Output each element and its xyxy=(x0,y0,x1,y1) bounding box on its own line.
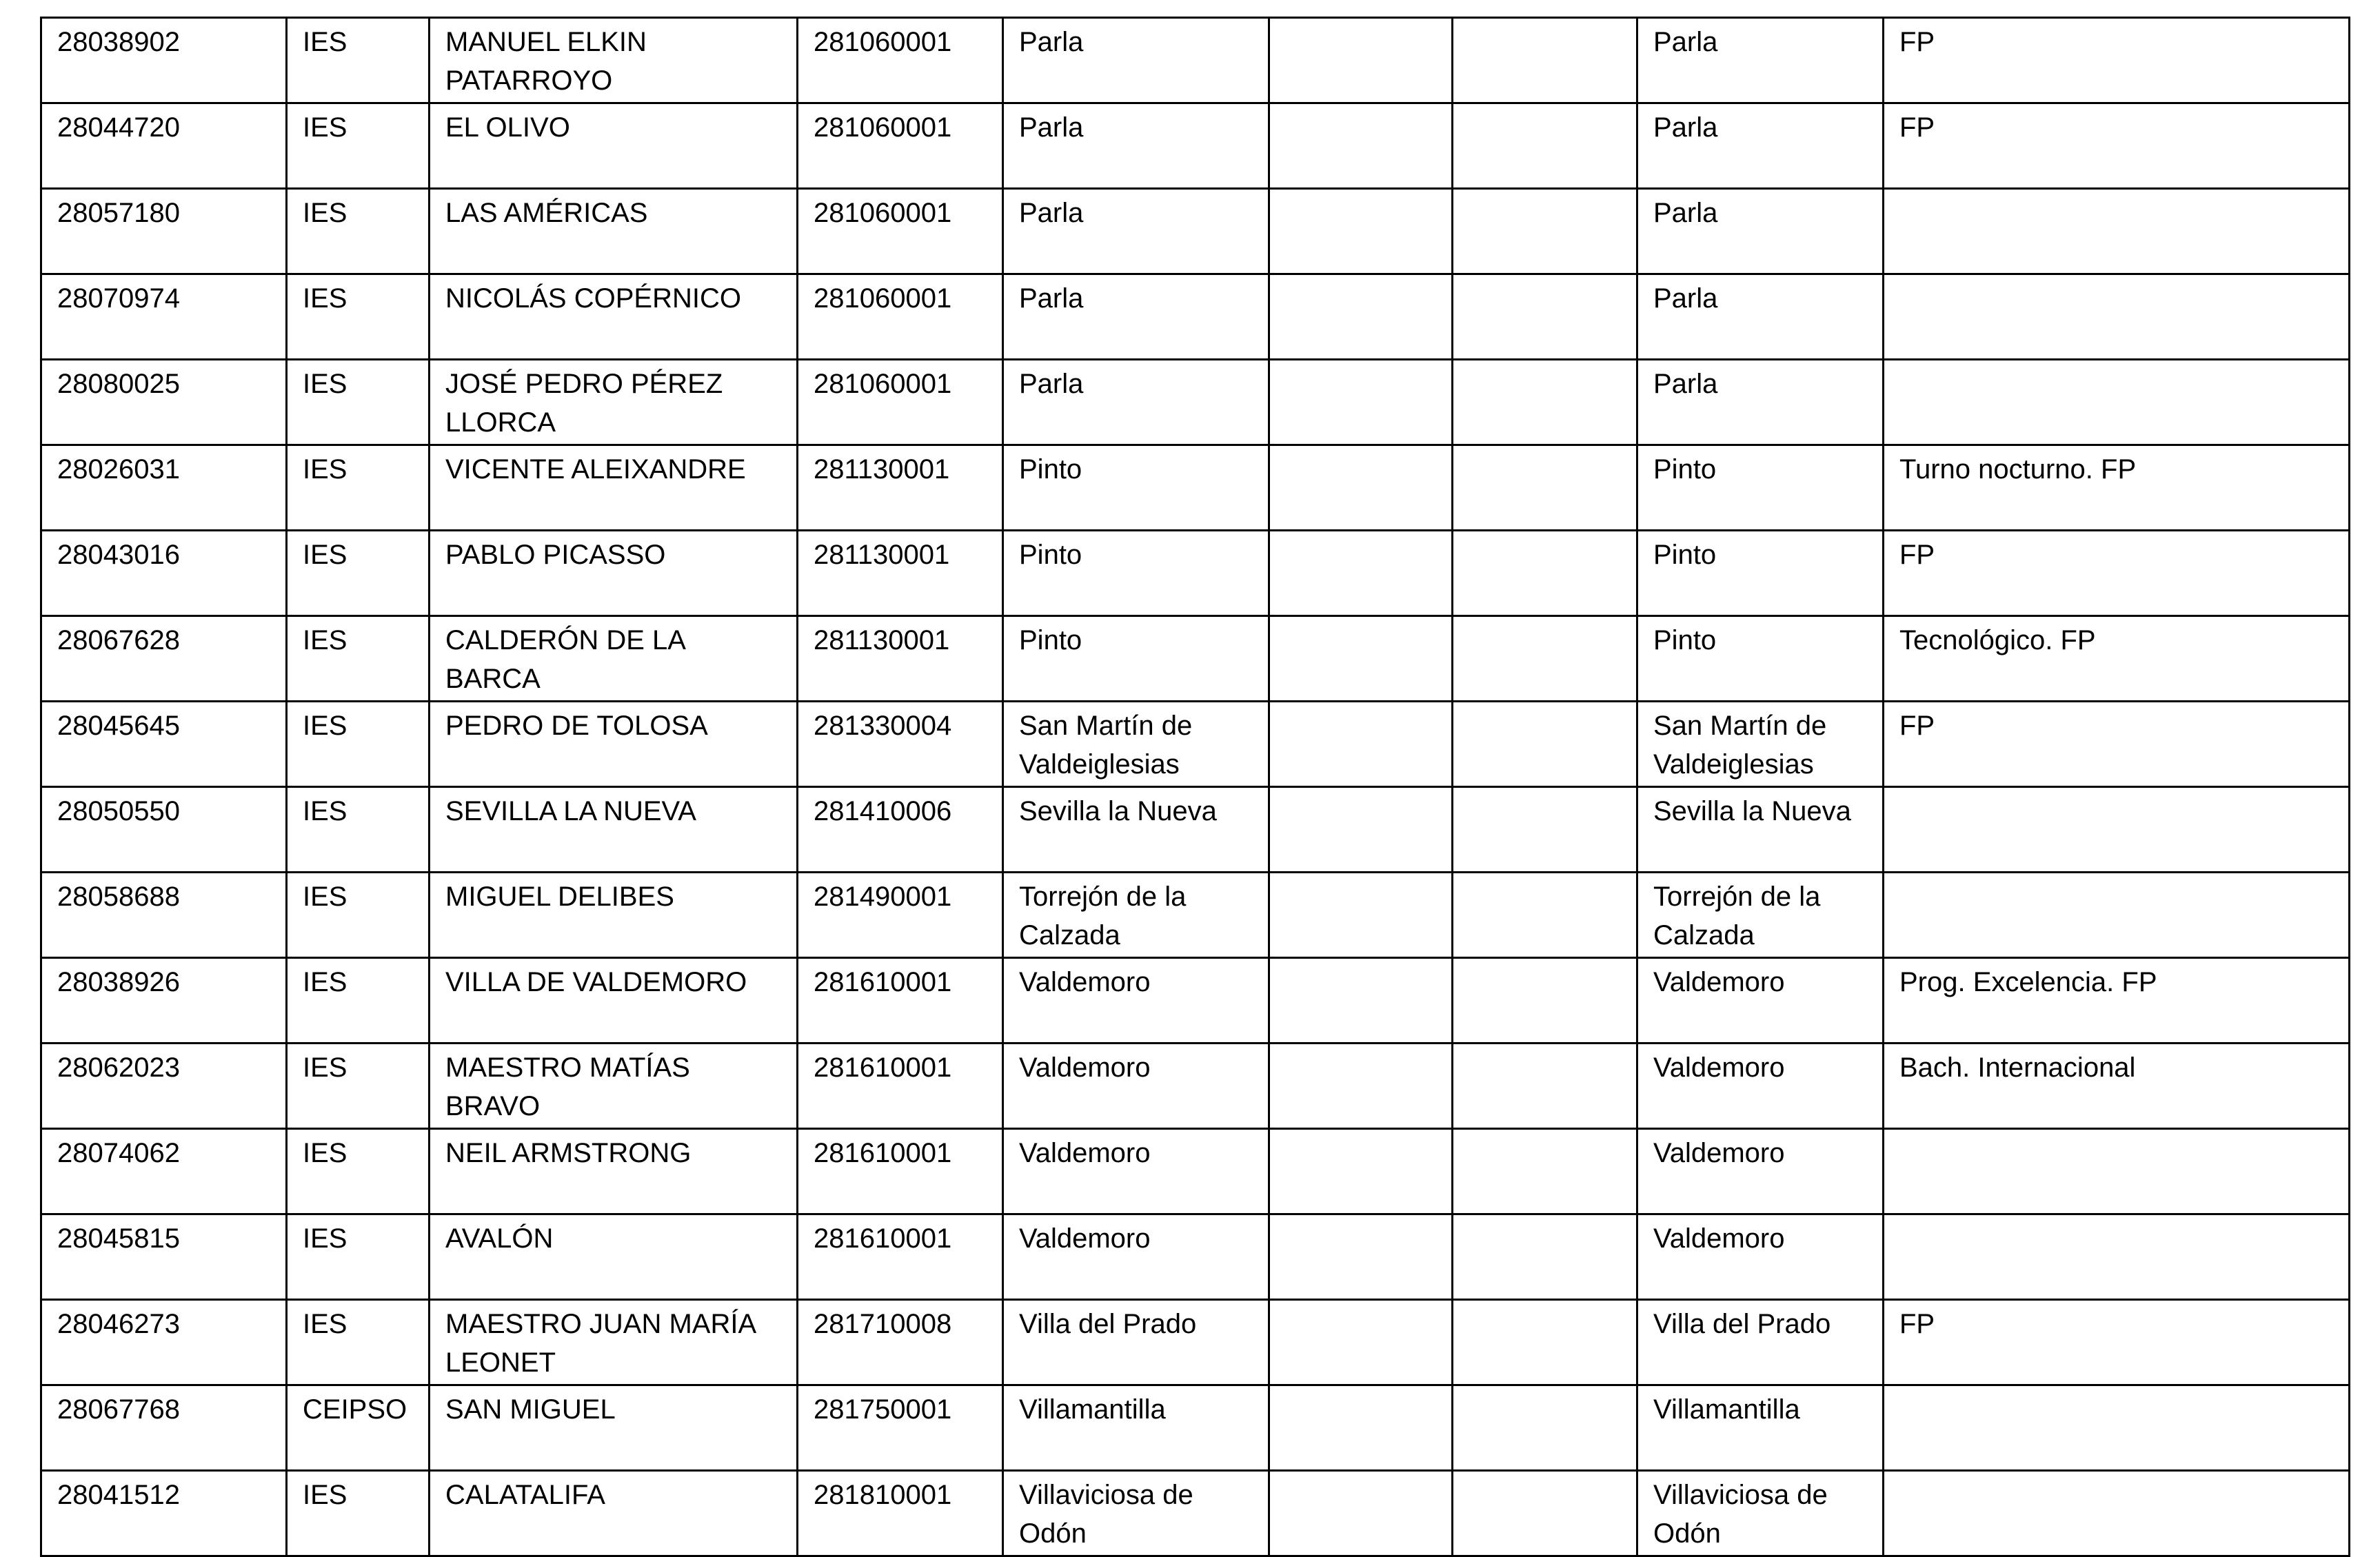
center-name-cell: SEVILLA LA NUEVA xyxy=(430,787,798,873)
empty-cell xyxy=(1453,360,1637,445)
locality-cell: Pinto xyxy=(1003,616,1269,702)
locality-cell: Valdemoro xyxy=(1003,958,1269,1044)
notes-cell xyxy=(1884,787,2350,873)
notes-cell xyxy=(1884,1214,2350,1300)
center-code-cell: 28044720 xyxy=(41,103,287,189)
notes-cell xyxy=(1884,189,2350,274)
municipality-cell: Valdemoro xyxy=(1637,1044,1884,1129)
locality-code-cell: 281330004 xyxy=(798,702,1003,787)
locality-cell: Parla xyxy=(1003,189,1269,274)
empty-cell xyxy=(1269,702,1453,787)
municipality-cell: San Martín de Valdeiglesias xyxy=(1637,702,1884,787)
center-code-cell: 28067768 xyxy=(41,1385,287,1471)
empty-cell xyxy=(1269,1129,1453,1214)
empty-cell xyxy=(1453,1214,1637,1300)
empty-cell xyxy=(1453,1044,1637,1129)
empty-cell xyxy=(1269,1300,1453,1385)
locality-code-cell: 281410006 xyxy=(798,787,1003,873)
locality-code-cell: 281610001 xyxy=(798,1044,1003,1129)
locality-cell: Villaviciosa de Odón xyxy=(1003,1471,1269,1556)
center-type-cell: IES xyxy=(287,1214,430,1300)
locality-code-cell: 281610001 xyxy=(798,958,1003,1044)
center-code-cell: 28074062 xyxy=(41,1129,287,1214)
locality-cell: Valdemoro xyxy=(1003,1044,1269,1129)
notes-cell: FP xyxy=(1884,1300,2350,1385)
locality-code-cell: 281490001 xyxy=(798,873,1003,958)
locality-cell: Parla xyxy=(1003,274,1269,360)
municipality-cell: Parla xyxy=(1637,103,1884,189)
locality-code-cell: 281130001 xyxy=(798,616,1003,702)
center-type-cell: IES xyxy=(287,103,430,189)
empty-cell xyxy=(1269,1471,1453,1556)
empty-cell xyxy=(1269,1044,1453,1129)
center-name-cell: CALATALIFA xyxy=(430,1471,798,1556)
notes-cell xyxy=(1884,873,2350,958)
locality-code-cell: 281060001 xyxy=(798,274,1003,360)
notes-cell xyxy=(1884,1385,2350,1471)
locality-code-cell: 281060001 xyxy=(798,18,1003,103)
notes-cell xyxy=(1884,360,2350,445)
center-name-cell: MANUEL ELKIN PATARROYO xyxy=(430,18,798,103)
notes-cell xyxy=(1884,1129,2350,1214)
municipality-cell: Villa del Prado xyxy=(1637,1300,1884,1385)
center-type-cell: IES xyxy=(287,531,430,616)
center-code-cell: 28057180 xyxy=(41,189,287,274)
empty-cell xyxy=(1269,445,1453,531)
center-name-cell: CALDERÓN DE LA BARCA xyxy=(430,616,798,702)
table-row xyxy=(41,1385,2350,1471)
center-name-cell: VICENTE ALEIXANDRE xyxy=(430,445,798,531)
center-code-cell: 28080025 xyxy=(41,360,287,445)
center-name-cell: PEDRO DE TOLOSA xyxy=(430,702,798,787)
center-type-cell: IES xyxy=(287,360,430,445)
table-row xyxy=(41,445,2350,531)
notes-cell: FP xyxy=(1884,18,2350,103)
table-row xyxy=(41,1300,2350,1385)
empty-cell xyxy=(1453,873,1637,958)
center-code-cell: 28038926 xyxy=(41,958,287,1044)
locality-code-cell: 281060001 xyxy=(798,360,1003,445)
empty-cell xyxy=(1453,958,1637,1044)
center-type-cell: IES xyxy=(287,702,430,787)
center-code-cell: 28062023 xyxy=(41,1044,287,1129)
center-type-cell: IES xyxy=(287,445,430,531)
municipality-cell: Parla xyxy=(1637,18,1884,103)
empty-cell xyxy=(1269,958,1453,1044)
table-row xyxy=(41,1044,2350,1129)
center-type-cell: IES xyxy=(287,274,430,360)
municipality-cell: Valdemoro xyxy=(1637,958,1884,1044)
municipality-cell: Valdemoro xyxy=(1637,1129,1884,1214)
table-row xyxy=(41,274,2350,360)
empty-cell xyxy=(1269,189,1453,274)
schools-table xyxy=(40,17,2350,1557)
center-type-cell: IES xyxy=(287,1129,430,1214)
notes-cell: Bach. Internacional xyxy=(1884,1044,2350,1129)
notes-cell: Turno nocturno. FP xyxy=(1884,445,2350,531)
center-code-cell: 28046273 xyxy=(41,1300,287,1385)
center-name-cell: MIGUEL DELIBES xyxy=(430,873,798,958)
table-row xyxy=(41,958,2350,1044)
locality-code-cell: 281710008 xyxy=(798,1300,1003,1385)
empty-cell xyxy=(1269,360,1453,445)
center-type-cell: IES xyxy=(287,616,430,702)
center-name-cell: EL OLIVO xyxy=(430,103,798,189)
empty-cell xyxy=(1453,1471,1637,1556)
locality-code-cell: 281060001 xyxy=(798,189,1003,274)
center-name-cell: MAESTRO MATÍAS BRAVO xyxy=(430,1044,798,1129)
municipality-cell: Pinto xyxy=(1637,616,1884,702)
empty-cell xyxy=(1269,1214,1453,1300)
table-row xyxy=(41,360,2350,445)
center-name-cell: PABLO PICASSO xyxy=(430,531,798,616)
notes-cell: FP xyxy=(1884,103,2350,189)
locality-cell: San Martín de Valdeiglesias xyxy=(1003,702,1269,787)
table-row xyxy=(41,1214,2350,1300)
notes-cell: Prog. Excelencia. FP xyxy=(1884,958,2350,1044)
locality-cell: Parla xyxy=(1003,18,1269,103)
municipality-cell: Torrejón de la Calzada xyxy=(1637,873,1884,958)
locality-cell: Valdemoro xyxy=(1003,1214,1269,1300)
municipality-cell: Parla xyxy=(1637,360,1884,445)
center-code-cell: 28043016 xyxy=(41,531,287,616)
empty-cell xyxy=(1269,103,1453,189)
locality-cell: Sevilla la Nueva xyxy=(1003,787,1269,873)
empty-cell xyxy=(1453,103,1637,189)
locality-cell: Pinto xyxy=(1003,531,1269,616)
center-name-cell: MAESTRO JUAN MARÍA LEONET xyxy=(430,1300,798,1385)
center-code-cell: 28041512 xyxy=(41,1471,287,1556)
center-name-cell: NICOLÁS COPÉRNICO xyxy=(430,274,798,360)
locality-cell: Valdemoro xyxy=(1003,1129,1269,1214)
center-name-cell: VILLA DE VALDEMORO xyxy=(430,958,798,1044)
locality-code-cell: 281130001 xyxy=(798,445,1003,531)
locality-code-cell: 281810001 xyxy=(798,1471,1003,1556)
empty-cell xyxy=(1453,702,1637,787)
center-code-cell: 28067628 xyxy=(41,616,287,702)
municipality-cell: Villamantilla xyxy=(1637,1385,1884,1471)
municipality-cell: Pinto xyxy=(1637,531,1884,616)
empty-cell xyxy=(1269,531,1453,616)
center-code-cell: 28038902 xyxy=(41,18,287,103)
empty-cell xyxy=(1453,18,1637,103)
empty-cell xyxy=(1453,1129,1637,1214)
center-code-cell: 28070974 xyxy=(41,274,287,360)
locality-code-cell: 281610001 xyxy=(798,1129,1003,1214)
locality-cell: Villa del Prado xyxy=(1003,1300,1269,1385)
center-code-cell: 28058688 xyxy=(41,873,287,958)
locality-cell: Torrejón de la Calzada xyxy=(1003,873,1269,958)
center-name-cell: AVALÓN xyxy=(430,1214,798,1300)
empty-cell xyxy=(1453,531,1637,616)
empty-cell xyxy=(1269,274,1453,360)
empty-cell xyxy=(1453,189,1637,274)
locality-code-cell: 281610001 xyxy=(798,1214,1003,1300)
municipality-cell: Parla xyxy=(1637,189,1884,274)
center-type-cell: IES xyxy=(287,1300,430,1385)
locality-cell: Parla xyxy=(1003,360,1269,445)
empty-cell xyxy=(1269,616,1453,702)
table-row xyxy=(41,103,2350,189)
center-code-cell: 28045815 xyxy=(41,1214,287,1300)
empty-cell xyxy=(1269,787,1453,873)
notes-cell: FP xyxy=(1884,702,2350,787)
center-type-cell: IES xyxy=(287,18,430,103)
municipality-cell: Pinto xyxy=(1637,445,1884,531)
center-type-cell: IES xyxy=(287,787,430,873)
center-type-cell: IES xyxy=(287,958,430,1044)
empty-cell xyxy=(1453,1385,1637,1471)
municipality-cell: Villaviciosa de Odón xyxy=(1637,1471,1884,1556)
empty-cell xyxy=(1453,787,1637,873)
table-row xyxy=(41,189,2350,274)
locality-code-cell: 281060001 xyxy=(798,103,1003,189)
municipality-cell: Sevilla la Nueva xyxy=(1637,787,1884,873)
empty-cell xyxy=(1453,445,1637,531)
notes-cell: FP xyxy=(1884,531,2350,616)
center-type-cell: CEIPSO xyxy=(287,1385,430,1471)
table-body xyxy=(41,18,2350,1556)
notes-cell xyxy=(1884,274,2350,360)
empty-cell xyxy=(1453,616,1637,702)
municipality-cell: Parla xyxy=(1637,274,1884,360)
center-type-cell: IES xyxy=(287,873,430,958)
center-code-cell: 28026031 xyxy=(41,445,287,531)
empty-cell xyxy=(1269,18,1453,103)
locality-code-cell: 281750001 xyxy=(798,1385,1003,1471)
notes-cell xyxy=(1884,1471,2350,1556)
table-row xyxy=(41,1471,2350,1556)
municipality-cell: Valdemoro xyxy=(1637,1214,1884,1300)
table-row xyxy=(41,18,2350,103)
center-name-cell: JOSÉ PEDRO PÉREZ LLORCA xyxy=(430,360,798,445)
center-type-cell: IES xyxy=(287,1044,430,1129)
center-type-cell: IES xyxy=(287,189,430,274)
center-code-cell: 28050550 xyxy=(41,787,287,873)
locality-cell: Pinto xyxy=(1003,445,1269,531)
center-type-cell: IES xyxy=(287,1471,430,1556)
notes-cell: Tecnológico. FP xyxy=(1884,616,2350,702)
table-row xyxy=(41,873,2350,958)
center-name-cell: NEIL ARMSTRONG xyxy=(430,1129,798,1214)
empty-cell xyxy=(1453,274,1637,360)
empty-cell xyxy=(1453,1300,1637,1385)
center-name-cell: LAS AMÉRICAS xyxy=(430,189,798,274)
center-code-cell: 28045645 xyxy=(41,702,287,787)
locality-cell: Villamantilla xyxy=(1003,1385,1269,1471)
locality-cell: Parla xyxy=(1003,103,1269,189)
empty-cell xyxy=(1269,1385,1453,1471)
table-row xyxy=(41,1129,2350,1214)
table-row xyxy=(41,787,2350,873)
table-row xyxy=(41,531,2350,616)
table-row xyxy=(41,702,2350,787)
empty-cell xyxy=(1269,873,1453,958)
locality-code-cell: 281130001 xyxy=(798,531,1003,616)
table-row xyxy=(41,616,2350,702)
center-name-cell: SAN MIGUEL xyxy=(430,1385,798,1471)
